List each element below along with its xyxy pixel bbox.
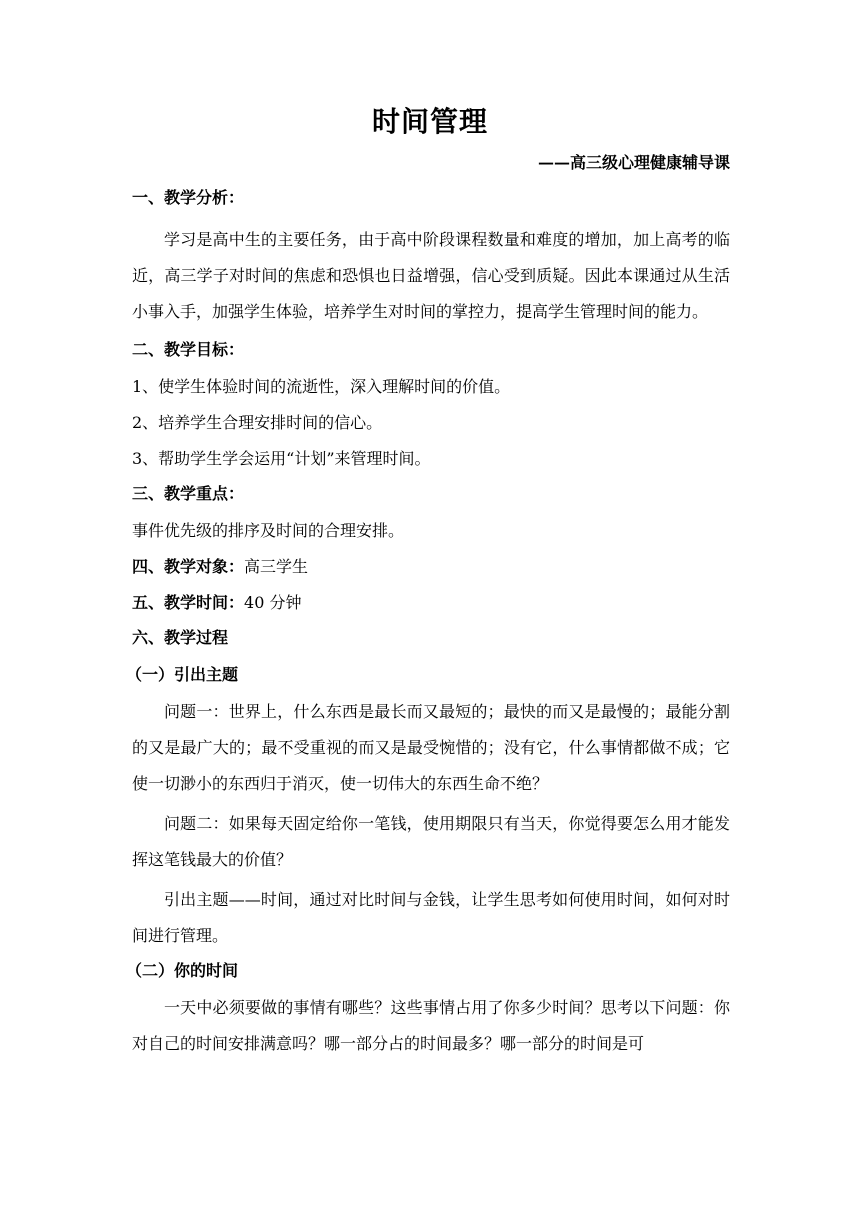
- document-body: [126, 186, 730, 1066]
- part2-heading: （二）你的时间: [126, 961, 239, 980]
- document-subtitle: ——高三级心理健康辅导课: [537, 153, 730, 172]
- goal-item-2: 2、培养学生合理安排时间的信心。: [132, 413, 383, 432]
- part2-paragraph: 一天中必须要做的事情有哪些？这些事情占用了你多少时间？思考以下问题：你对自己的时间安排满意吗？哪一部分占的时间最多？哪一部分的时间是可: [132, 998, 730, 1053]
- part1-heading: （一）引出主题: [126, 665, 239, 684]
- part1-intro: 引出主题——时间，通过对比时间与金钱，让学生思考如何使用时间，如何对时间进行管理。: [132, 890, 730, 945]
- section-heading-focus: 三、教学重点：: [132, 484, 245, 503]
- section-heading-goals: 二、教学目标：: [132, 340, 245, 359]
- duration-label: 五、教学时间：: [132, 593, 245, 612]
- goal-item-3: 3、帮助学生学会运用“计划”来管理时间。: [132, 449, 431, 468]
- audience-label: 四、教学对象：: [132, 557, 245, 576]
- part1-question-1: 问题一：世界上，什么东西是最长而又最短的；最快的而又是最慢的；最能分割的又是最广大的；最不受重视的而又是最受惋惜的；没有它，什么事情都做不成；它使一切渺小的东西归于消灭，使一切伟大的东西生命不绝？: [132, 702, 730, 793]
- section-heading-process: 六、教学过程: [132, 628, 229, 647]
- section-heading-analysis: 一、教学分析：: [132, 188, 245, 207]
- section-duration: [132, 590, 730, 616]
- goal-item-1: 1、使学生体验时间的流逝性，深入理解时间的价值。: [132, 377, 511, 396]
- section-audience: [132, 554, 730, 580]
- duration-value: 40 分钟: [244, 593, 302, 612]
- part1-question-2: 问题二：如果每天固定给你一笔钱，使用期限只有当天，你觉得要怎么用才能发挥这笔钱最大的价值？: [132, 814, 730, 869]
- analysis-paragraph: 学习是高中生的主要任务，由于高中阶段课程数量和难度的增加，加上高考的临近，高三学子对时间的焦虑和恐惧也日益增强，信心受到质疑。因此本课通过从生活小事入手，加强学生体验，培养学生对时间的掌控力，提高学生管理时间的能力。: [132, 230, 730, 321]
- document-title: 时间管理: [371, 105, 488, 138]
- focus-text: 事件优先级的排序及时间的合理安排。: [132, 521, 405, 540]
- audience-value: 高三学生: [244, 557, 309, 576]
